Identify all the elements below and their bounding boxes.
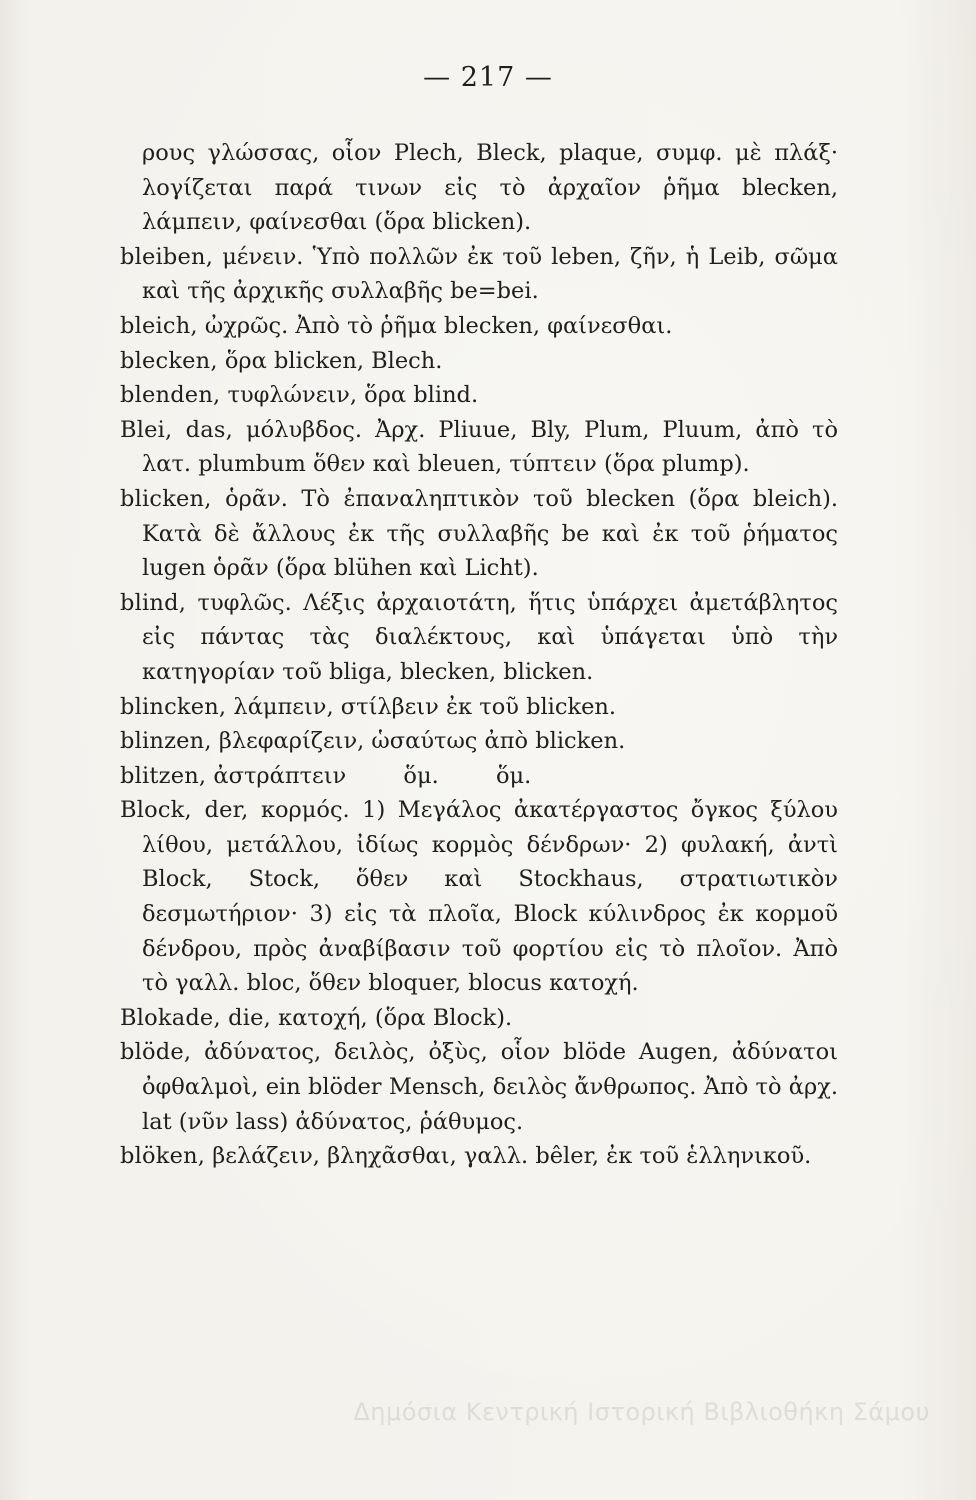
entry-text: βελάζειν, βληχᾶσθαι, γαλλ. bêler, ἐκ τοῦ ἑλληνικοῦ. xyxy=(205,1143,812,1170)
entry-bleiben xyxy=(120,240,838,309)
entry-bloeken xyxy=(120,1139,838,1174)
entry-headword: blöde, xyxy=(120,1039,192,1066)
entry-blicken xyxy=(120,482,838,586)
entry-blokade xyxy=(120,1001,838,1036)
entry-text: λάμπειν, στίλβειν ἐκ τοῦ blicken. xyxy=(226,693,617,720)
entry-text: βλεφαρίζειν, ὡσαύτως ἀπὸ blicken. xyxy=(211,728,626,755)
entry-headword: blinzen, xyxy=(120,728,212,755)
entry-text: τυφλώνειν, ὅρα blind. xyxy=(220,382,479,409)
entry-headword: Blokade, die, xyxy=(120,1004,272,1031)
entry-text: ἀστράπτειν ὅμ. ὅμ. xyxy=(206,762,532,789)
page-number: — 217 — xyxy=(423,62,553,93)
entry-blitzen xyxy=(120,759,838,794)
entry-headword: bleich, xyxy=(120,312,198,339)
entry-headword: Blei, das, xyxy=(120,416,233,443)
entry-blecken xyxy=(120,344,838,379)
entry-headword: blecken, xyxy=(120,347,218,374)
entry-blincken xyxy=(120,690,838,725)
entry-headword: blicken, xyxy=(120,485,212,512)
entry-bloede xyxy=(120,1035,838,1139)
entry-blenden xyxy=(120,378,838,413)
library-watermark: Δημόσια Κεντρική Ιστορική Βιβλιοθήκη Σάμου xyxy=(353,1398,930,1426)
entry-text: ὠχρῶς. Ἀπὸ τὸ ῥῆμα blecken, φαίνεσθαι. xyxy=(197,312,673,339)
entry-text: ρους γλώσσας, οἷον Plech, Bleck, plaque, συμφ. μὲ πλάξ· λογίζεται παρά τινων εἰς τὸ ἀρχαῖον ῥῆμα blecken, λάμπειν, φαίνεσθαι (ὅρα blicken). xyxy=(142,140,838,236)
entry-headword: blitzen, xyxy=(120,762,207,789)
entry-headword: Block, der, xyxy=(120,797,249,824)
entry-text: μένειν. Ὑπὸ πολλῶν ἐκ τοῦ leben, ζῆν, ἡ Leib, σῶμα καὶ τῆς ἀρχικῆς συλλαβῆς be=bei. xyxy=(142,243,838,305)
entry-blei xyxy=(120,413,838,482)
entry-headword: blöken, xyxy=(120,1143,206,1170)
entry-blind xyxy=(120,586,838,690)
entry-headword: blincken, xyxy=(120,693,227,720)
entry-headword: blenden, xyxy=(120,382,221,409)
entry-bleich xyxy=(120,309,838,344)
entry-continuation xyxy=(120,136,838,240)
entry-block xyxy=(120,793,838,1001)
entry-text: ἀδύνατος, δειλὸς, ὀξὺς, οἷον blöde Augen, ἀδύνατοι ὀφθαλμοὶ, ein blöder Mensch, δειλὸς ἄνθρωπος. Ἀπὸ τὸ ἀρχ. lat (νῦν lass) ἀδύνατος, ῥάθυμος. xyxy=(142,1039,838,1135)
entry-text: ὅρα blicken, Blech. xyxy=(217,347,443,374)
entry-text: μόλυβδος. Ἀρχ. Pliuue, Bly, Plum, Pluum, ἀπὸ τὸ λατ. plumbum ὅθεν καὶ bleuen, τύπτειν (ὅρα plump). xyxy=(142,416,838,478)
entry-headword: blind, xyxy=(120,589,187,616)
dictionary-entries xyxy=(120,136,838,1174)
entry-blinzen xyxy=(120,724,838,759)
entry-headword: bleiben, xyxy=(120,243,214,270)
entry-text: κορμός. 1) Μεγάλος ἀκατέργαστος ὄγκος ξύλου λίθου, μετάλλου, ἰδίως κορμὸς δένδρων· 2) φυλακή, ἀντὶ Block, Stock, ὅθεν καὶ Stockhaus, στρατιωτικὸν δεσμωτήριον· 3) εἰς τὰ πλοῖα, Block κύλινδρος ἐκ κορμοῦ δένδρου, πρὸς ἀναβίβασιν τοῦ φορτίου εἰς τὸ πλοῖον. Ἀπὸ τὸ γαλλ. bloc, ὅθεν bloquer, blocus κατοχή. xyxy=(142,797,838,997)
entry-text: τυφλῶς. Λέξις ἀρχαιοτάτη, ἥτις ὑπάρχει ἀμετάβλητος εἰς πάντας τὰς διαλέκτους, καὶ ὑπάγεται ὑπὸ τὴν κατηγορίαν τοῦ bliga, blecken, blicken. xyxy=(142,589,838,685)
entry-text: ὁρᾶν. Τὸ ἐπαναληπτικὸν τοῦ blecken (ὅρα bleich). Κατὰ δὲ ἄλλους ἐκ τῆς συλλαβῆς be καὶ ἐκ τοῦ ῥήματος lugen ὁρᾶν (ὅρα blühen καὶ Licht). xyxy=(142,485,838,582)
entry-text: κατοχή, (ὅρα Block). xyxy=(271,1004,513,1031)
